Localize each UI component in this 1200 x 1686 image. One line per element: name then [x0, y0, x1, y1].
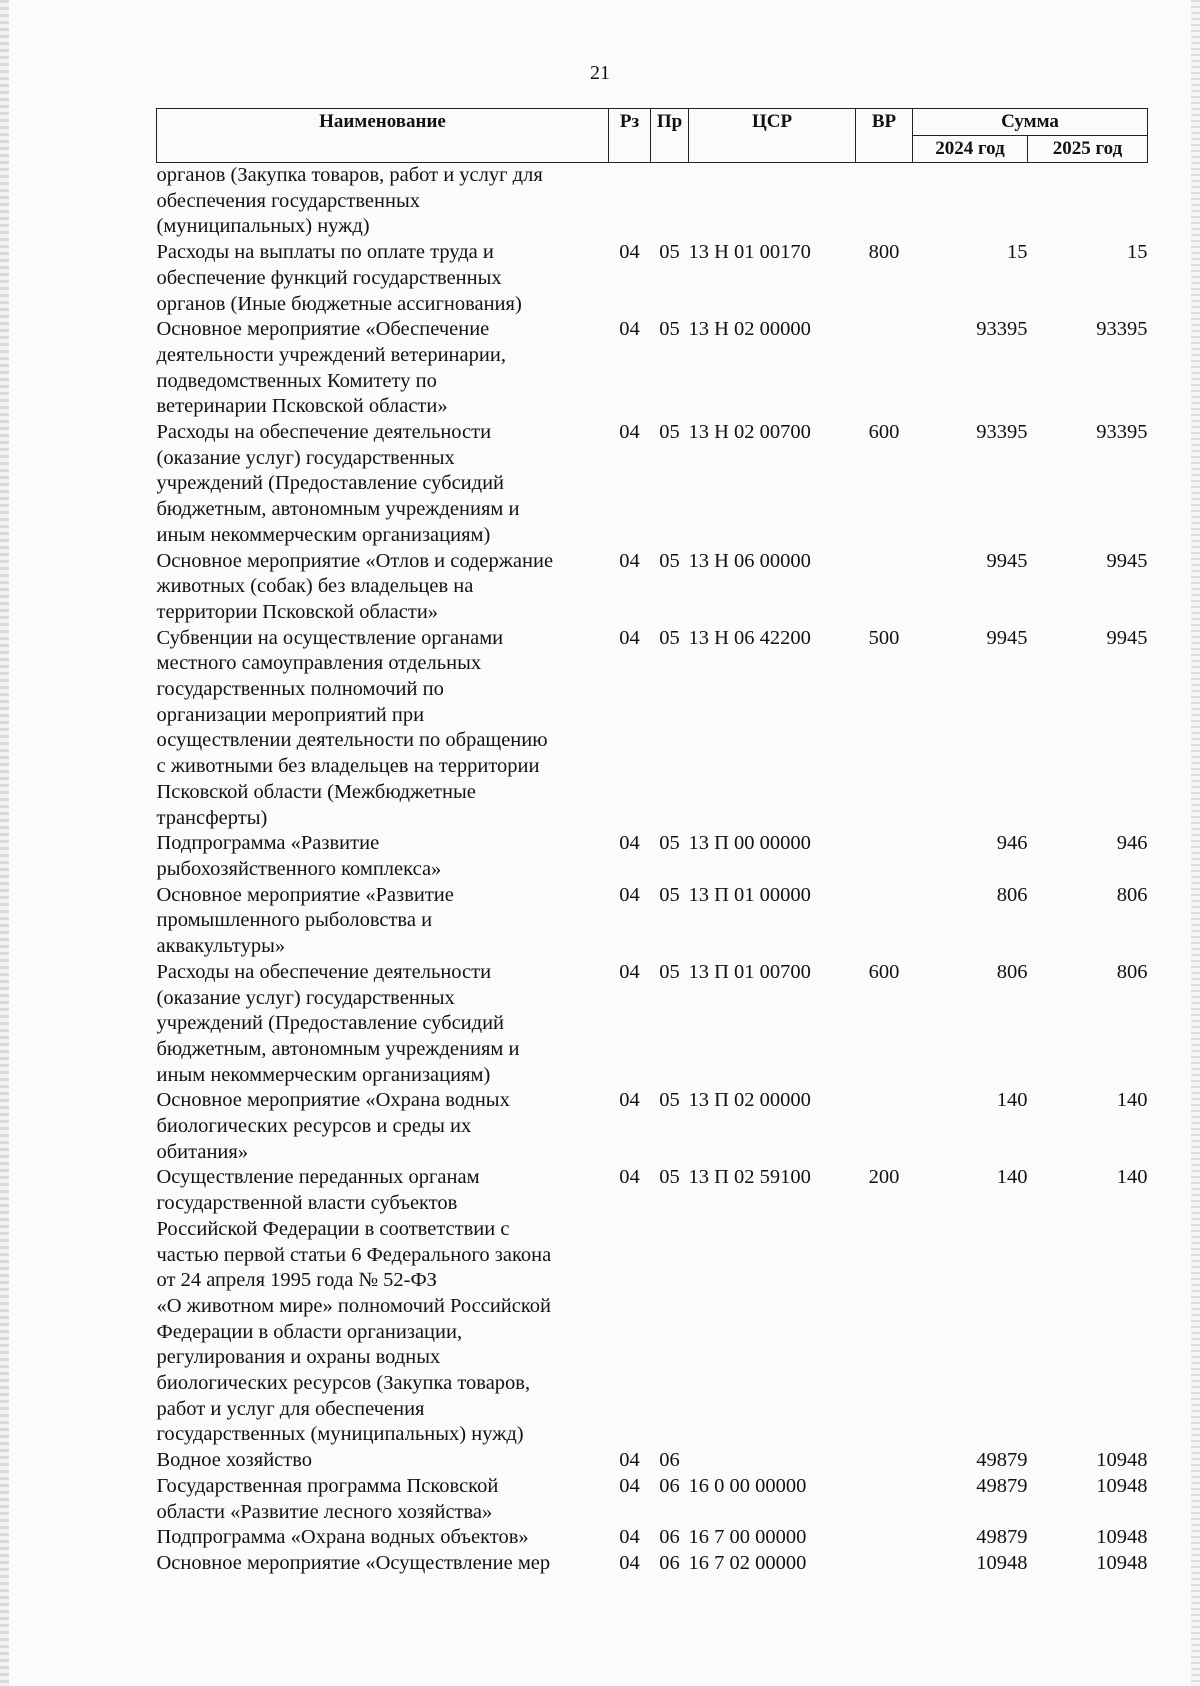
row-name-line: Субвенции на осуществление органами	[156, 626, 504, 649]
row-csr: 13 П 02 59100	[688, 1166, 811, 1189]
row-sum-2025: 806	[1116, 960, 1148, 983]
row-name-line: органов (Закупка товаров, работ и услуг для	[156, 164, 543, 186]
row-name-line: подведомственных Комитету по	[156, 369, 437, 392]
row-sum-2025: 10948	[1096, 1449, 1148, 1472]
row-name-line: осуществлении деятельности по обращению	[156, 729, 548, 752]
row-sum-2024: 9945	[986, 549, 1028, 572]
row-name-line: иным некоммерческим организациям)	[156, 1063, 491, 1086]
row-sum-2025: 140	[1116, 1089, 1148, 1112]
row-csr: 13 Н 06 00000	[688, 549, 811, 572]
row-name-line: от 24 апреля 1995 года № 52-ФЗ	[156, 1269, 437, 1292]
row-csr: 13 П 01 00700	[688, 960, 811, 983]
row-pr: 06	[659, 1474, 680, 1497]
row-rz: 04	[619, 960, 640, 983]
row-name-line: частью первой статьи 6 Федерального закона	[156, 1243, 552, 1266]
row-csr: 13 Н 06 42200	[688, 626, 811, 649]
row-rz: 04	[619, 241, 640, 264]
row-csr: 13 Н 01 00170	[688, 241, 811, 264]
row-pr: 05	[659, 1089, 680, 1112]
row-name-line: государственных (муниципальных) нужд)	[156, 1423, 524, 1446]
scan-edge-left	[0, 0, 9, 1686]
row-sum-2024: 140	[996, 1089, 1028, 1112]
table-row	[157, 1551, 1148, 1577]
row-name	[157, 420, 609, 549]
table-row	[157, 163, 1148, 241]
table-header	[157, 109, 1148, 163]
row-name-line: Российской Федерации в соответствии с	[156, 1217, 510, 1240]
row-csr: 13 П 01 00000	[688, 883, 811, 906]
row-name-line: учреждений (Предоставление субсидий	[156, 1012, 505, 1035]
row-pr: 05	[659, 1166, 680, 1189]
row-pr: 05	[659, 883, 680, 906]
row-name-line: с животными без владельцев на территории	[156, 755, 540, 778]
row-name-line: трансферты)	[156, 806, 268, 829]
row-csr: 13 Н 02 00000	[688, 318, 811, 341]
row-name-line: Расходы на обеспечение деятельности	[156, 960, 492, 983]
row-name-line: Осуществление переданных органам	[156, 1166, 480, 1189]
row-name-line: обеспечения государственных	[156, 189, 420, 212]
row-name-line: Основное мероприятие «Отлов и содержание	[156, 549, 554, 572]
table-row	[157, 1165, 1148, 1448]
row-name-line: Государственная программа Псковской	[156, 1474, 499, 1497]
row-name-line: Расходы на обеспечение деятельности	[156, 421, 492, 444]
row-rz: 04	[619, 1526, 640, 1549]
row-pr: 05	[659, 318, 680, 341]
row-csr: 13 П 02 00000	[688, 1089, 811, 1112]
row-vr	[856, 883, 913, 960]
table-row	[157, 960, 1148, 1089]
row-vr	[856, 317, 913, 420]
scan-edge-right	[1191, 0, 1200, 1686]
row-sum-2025: 15	[1127, 241, 1148, 264]
row-name-line: «О животном мире» полномочий Российской	[156, 1294, 551, 1317]
table-row	[157, 1525, 1148, 1551]
row-name	[157, 1448, 609, 1474]
row-csr: 13 П 00 00000	[688, 832, 811, 855]
header-pr: Пр	[651, 109, 689, 163]
row-pr: 05	[659, 960, 680, 983]
row-name-line: ветеринарии Псковской области»	[156, 395, 448, 418]
row-name-line: (оказание услуг) государственных	[156, 986, 455, 1009]
row-name-line: биологических ресурсов и среды их	[156, 1115, 472, 1138]
header-rz: Рз	[609, 109, 651, 163]
row-sum-2024: 140	[996, 1166, 1028, 1189]
row-name	[157, 549, 609, 626]
row-name-line: обеспечение функций государственных	[156, 266, 502, 289]
row-pr: 06	[659, 1449, 680, 1472]
table-body	[157, 163, 1148, 1577]
row-sum-2024: 15	[1007, 241, 1028, 264]
row-rz: 04	[619, 832, 640, 855]
table-row	[157, 626, 1148, 832]
row-pr: 05	[659, 549, 680, 572]
row-name-line: Псковской области (Межбюджетные	[156, 780, 476, 803]
row-rz: 04	[619, 318, 640, 341]
table-row	[157, 883, 1148, 960]
row-name	[157, 960, 609, 1089]
header-name: Наименование	[157, 109, 609, 163]
table-row	[157, 1088, 1148, 1165]
row-name-line: государственных полномочий по	[156, 678, 444, 701]
row-name-line: работ и услуг для обеспечения	[156, 1397, 425, 1420]
row-name-line: местного самоуправления отдельных	[156, 652, 482, 675]
row-name	[157, 163, 609, 241]
row-rz: 04	[619, 1474, 640, 1497]
row-pr: 06	[659, 1526, 680, 1549]
row-name	[157, 317, 609, 420]
row-sum-2025: 10948	[1096, 1474, 1148, 1497]
row-rz: 04	[619, 1089, 640, 1112]
row-name-line: учреждений (Предоставление субсидий	[156, 472, 505, 495]
table-row	[157, 240, 1148, 317]
row-pr: 05	[659, 421, 680, 444]
row-pr: 05	[659, 241, 680, 264]
row-csr	[689, 163, 856, 241]
row-name-line: промышленного рыболовства и	[156, 909, 433, 932]
row-name-line: (оказание услуг) государственных	[156, 446, 455, 469]
row-csr: 13 Н 02 00700	[688, 421, 811, 444]
row-vr: 600	[868, 960, 900, 983]
row-sum-2024: 10948	[976, 1551, 1028, 1574]
row-vr: 800	[868, 241, 900, 264]
row-name-line: бюджетным, автономным учреждениям и	[156, 1037, 520, 1060]
row-name-line: деятельности учреждений ветеринарии,	[156, 343, 506, 366]
row-name	[157, 831, 609, 882]
row-name-line: иным некоммерческим организациям)	[156, 523, 491, 546]
row-name-line: Подпрограмма «Развитие	[156, 832, 380, 855]
row-rz: 04	[619, 1166, 640, 1189]
row-sum-2024: 49879	[976, 1474, 1028, 1497]
row-sum-2025: 10948	[1096, 1551, 1148, 1574]
row-rz: 04	[619, 883, 640, 906]
header-year-2025: 2025 год	[1028, 136, 1148, 163]
row-name-line: биологических ресурсов (Закупка товаров,	[156, 1372, 531, 1395]
row-vr: 200	[868, 1166, 900, 1189]
row-sum-2024	[913, 163, 1028, 241]
row-pr: 05	[659, 626, 680, 649]
row-sum-2025: 93395	[1096, 318, 1148, 341]
header-sum: Сумма	[913, 109, 1148, 136]
row-name-line: Основное мероприятие «Обеспечение	[156, 318, 490, 341]
header-csr: ЦСР	[689, 109, 856, 163]
row-name	[157, 1551, 609, 1577]
row-name-line: государственной власти субъектов	[156, 1192, 458, 1215]
row-name	[157, 626, 609, 832]
row-sum-2025: 93395	[1096, 421, 1148, 444]
row-sum-2025	[1028, 163, 1148, 241]
row-name	[157, 240, 609, 317]
row-name-line: Основное мероприятие «Развитие	[156, 883, 454, 906]
table-row	[157, 420, 1148, 549]
row-vr	[856, 1448, 913, 1474]
row-pr	[651, 163, 689, 241]
row-sum-2024: 946	[996, 832, 1028, 855]
row-vr	[856, 163, 913, 241]
budget-table	[156, 108, 1148, 1577]
row-sum-2025: 10948	[1096, 1526, 1148, 1549]
row-name-line: территории Псковской области»	[156, 600, 439, 623]
row-name-line: рыбохозяйственного комплекса»	[156, 857, 442, 880]
row-name-line: Основное мероприятие «Осуществление мер	[156, 1551, 551, 1574]
row-name	[157, 1088, 609, 1165]
row-name-line: Основное мероприятие «Охрана водных	[156, 1089, 510, 1112]
row-name-line: Федерации в области организации,	[156, 1320, 463, 1343]
table-row	[157, 1448, 1148, 1474]
row-rz: 04	[619, 549, 640, 572]
row-sum-2025: 806	[1116, 883, 1148, 906]
row-name-line: организации мероприятий при	[156, 703, 425, 726]
row-pr: 06	[659, 1551, 680, 1574]
row-name-line: Водное хозяйство	[156, 1449, 313, 1472]
row-rz: 04	[619, 1449, 640, 1472]
row-sum-2024: 93395	[976, 318, 1028, 341]
row-rz	[609, 163, 651, 241]
row-sum-2025: 946	[1116, 832, 1148, 855]
row-rz: 04	[619, 626, 640, 649]
row-name	[157, 1474, 609, 1525]
row-vr	[856, 831, 913, 882]
row-vr	[856, 1551, 913, 1577]
row-name-line: области «Развитие лесного хозяйства»	[156, 1500, 493, 1523]
row-sum-2024: 49879	[976, 1526, 1028, 1549]
header-year-2024: 2024 год	[913, 136, 1028, 163]
row-vr	[856, 549, 913, 626]
row-csr: 16 7 00 00000	[688, 1526, 807, 1549]
row-name-line: Расходы на выплаты по оплате труда и	[156, 241, 494, 264]
table-row	[157, 831, 1148, 882]
row-name	[157, 883, 609, 960]
table-row	[157, 1474, 1148, 1525]
row-vr: 500	[868, 626, 900, 649]
row-name	[157, 1525, 609, 1551]
row-name-line: Подпрограмма «Охрана водных объектов»	[156, 1526, 529, 1549]
table-row	[157, 549, 1148, 626]
page-number: 21	[590, 62, 610, 84]
row-name	[157, 1165, 609, 1448]
row-vr	[856, 1088, 913, 1165]
row-name-line: регулирования и охраны водных	[156, 1346, 441, 1369]
row-rz: 04	[619, 1551, 640, 1574]
row-name-line: бюджетным, автономным учреждениям и	[156, 498, 520, 521]
row-csr	[689, 1448, 856, 1474]
row-sum-2024: 9945	[986, 626, 1028, 649]
row-csr: 16 7 02 00000	[688, 1551, 807, 1574]
row-sum-2025: 9945	[1106, 626, 1148, 649]
table-row	[157, 317, 1148, 420]
row-rz: 04	[619, 421, 640, 444]
row-vr	[856, 1525, 913, 1551]
row-sum-2024: 806	[996, 883, 1028, 906]
row-sum-2025: 140	[1116, 1166, 1148, 1189]
row-vr: 600	[868, 421, 900, 444]
row-sum-2025: 9945	[1106, 549, 1148, 572]
row-sum-2024: 806	[996, 960, 1028, 983]
row-name-line: обитания»	[156, 1140, 249, 1163]
row-sum-2024: 93395	[976, 421, 1028, 444]
row-csr: 16 0 00 00000	[688, 1474, 807, 1497]
row-sum-2024: 49879	[976, 1449, 1028, 1472]
row-name-line: аквакультуры»	[156, 935, 286, 958]
header-vr: ВР	[856, 109, 913, 163]
row-pr: 05	[659, 832, 680, 855]
row-name-line: (муниципальных) нужд)	[156, 215, 370, 238]
row-vr	[856, 1474, 913, 1525]
row-name-line: животных (собак) без владельцев на	[156, 575, 474, 598]
row-name-line: органов (Иные бюджетные ассигнования)	[156, 292, 522, 315]
